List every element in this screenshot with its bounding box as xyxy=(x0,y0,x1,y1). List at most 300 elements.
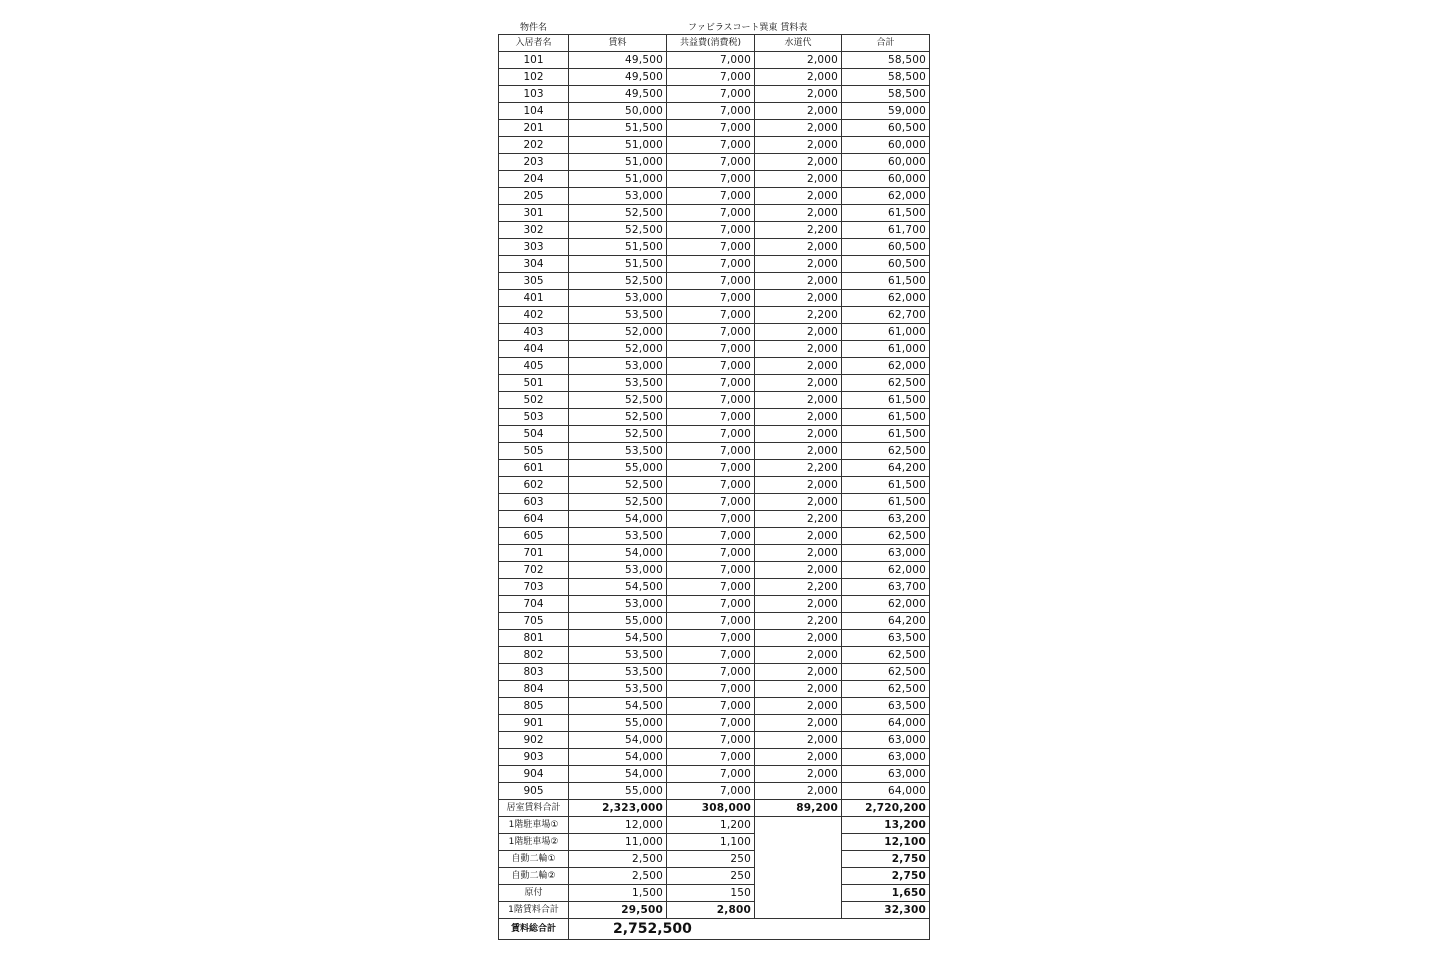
unit-rent: 53,000 xyxy=(569,596,667,613)
unit-common-fee: 7,000 xyxy=(667,749,755,766)
unit-common-fee: 7,000 xyxy=(667,596,755,613)
unit-number: 801 xyxy=(499,630,569,647)
unit-number: 505 xyxy=(499,443,569,460)
extra-name: 1階駐車場② xyxy=(499,834,569,851)
unit-water: 2,000 xyxy=(755,358,842,375)
table-row xyxy=(499,562,930,579)
unit-rent: 52,500 xyxy=(569,477,667,494)
extra-name: 自動二輪① xyxy=(499,851,569,868)
unit-number: 601 xyxy=(499,460,569,477)
unit-water: 2,000 xyxy=(755,52,842,69)
unit-number: 403 xyxy=(499,324,569,341)
unit-water: 2,000 xyxy=(755,528,842,545)
unit-water: 2,000 xyxy=(755,171,842,188)
unit-total: 61,500 xyxy=(842,205,930,222)
table-row xyxy=(499,409,930,426)
table-row xyxy=(499,698,930,715)
unit-total: 62,000 xyxy=(842,290,930,307)
unit-number: 305 xyxy=(499,273,569,290)
unit-rent: 53,000 xyxy=(569,358,667,375)
col-header-water: 水道代 xyxy=(755,35,842,52)
unit-rent: 54,500 xyxy=(569,579,667,596)
unit-rent: 54,000 xyxy=(569,732,667,749)
table-row xyxy=(499,715,930,732)
unit-total: 61,500 xyxy=(842,477,930,494)
unit-common-fee: 7,000 xyxy=(667,664,755,681)
unit-common-fee: 7,000 xyxy=(667,222,755,239)
extra-water-blank xyxy=(755,885,842,902)
unit-water: 2,000 xyxy=(755,732,842,749)
unit-common-fee: 7,000 xyxy=(667,443,755,460)
unit-total: 61,500 xyxy=(842,494,930,511)
extra-total: 12,100 xyxy=(842,834,930,851)
unit-common-fee: 7,000 xyxy=(667,511,755,528)
unit-common-fee: 7,000 xyxy=(667,256,755,273)
unit-rent: 51,500 xyxy=(569,120,667,137)
unit-water: 2,000 xyxy=(755,783,842,800)
unit-water: 2,000 xyxy=(755,120,842,137)
unit-number: 401 xyxy=(499,290,569,307)
unit-rent: 53,500 xyxy=(569,681,667,698)
unit-total: 60,500 xyxy=(842,239,930,256)
extra-name: 原付 xyxy=(499,885,569,902)
unit-common-fee: 7,000 xyxy=(667,154,755,171)
table-row xyxy=(499,681,930,698)
col-header-tenant: 入居者名 xyxy=(499,35,569,52)
unit-rent: 52,000 xyxy=(569,341,667,358)
table-row xyxy=(499,239,930,256)
table-row xyxy=(499,273,930,290)
unit-rent: 53,000 xyxy=(569,562,667,579)
unit-rent: 52,500 xyxy=(569,273,667,290)
unit-number: 704 xyxy=(499,596,569,613)
unit-rent: 52,000 xyxy=(569,324,667,341)
unit-rent: 54,000 xyxy=(569,511,667,528)
unit-water: 2,200 xyxy=(755,307,842,324)
extra-rent: 1,500 xyxy=(569,885,667,902)
unit-water: 2,000 xyxy=(755,324,842,341)
unit-total: 62,000 xyxy=(842,596,930,613)
unit-total: 61,000 xyxy=(842,324,930,341)
unit-water: 2,000 xyxy=(755,103,842,120)
unit-common-fee: 7,000 xyxy=(667,681,755,698)
unit-rent: 53,500 xyxy=(569,528,667,545)
extra-total: 1,650 xyxy=(842,885,930,902)
unit-number: 901 xyxy=(499,715,569,732)
unit-total: 60,000 xyxy=(842,137,930,154)
footer-rows xyxy=(499,902,930,940)
unit-common-fee: 7,000 xyxy=(667,307,755,324)
unit-water: 2,000 xyxy=(755,137,842,154)
unit-common-fee: 7,000 xyxy=(667,86,755,103)
unit-common-fee: 7,000 xyxy=(667,545,755,562)
unit-number: 501 xyxy=(499,375,569,392)
unit-number: 902 xyxy=(499,732,569,749)
unit-common-fee: 7,000 xyxy=(667,783,755,800)
unit-total: 58,500 xyxy=(842,52,930,69)
unit-total: 63,500 xyxy=(842,630,930,647)
unit-number: 301 xyxy=(499,205,569,222)
unit-water: 2,000 xyxy=(755,256,842,273)
unit-number: 502 xyxy=(499,392,569,409)
unit-water: 2,000 xyxy=(755,409,842,426)
unit-rent: 55,000 xyxy=(569,783,667,800)
unit-total: 60,000 xyxy=(842,171,930,188)
unit-number: 101 xyxy=(499,52,569,69)
unit-number: 302 xyxy=(499,222,569,239)
unit-water: 2,000 xyxy=(755,647,842,664)
table-row xyxy=(499,528,930,545)
unit-number: 402 xyxy=(499,307,569,324)
unit-common-fee: 7,000 xyxy=(667,392,755,409)
unit-total: 62,000 xyxy=(842,358,930,375)
grand-total-row xyxy=(499,919,930,940)
room-total-rent: 2,323,000 xyxy=(569,800,667,817)
unit-number: 803 xyxy=(499,664,569,681)
unit-common-fee: 7,000 xyxy=(667,120,755,137)
extra-common-fee: 150 xyxy=(667,885,755,902)
unit-total: 61,500 xyxy=(842,426,930,443)
unit-total: 63,000 xyxy=(842,732,930,749)
unit-water: 2,000 xyxy=(755,69,842,86)
unit-common-fee: 7,000 xyxy=(667,698,755,715)
unit-number: 303 xyxy=(499,239,569,256)
unit-common-fee: 7,000 xyxy=(667,324,755,341)
unit-rent: 54,000 xyxy=(569,766,667,783)
table-row xyxy=(499,205,930,222)
unit-common-fee: 7,000 xyxy=(667,766,755,783)
unit-total: 63,500 xyxy=(842,698,930,715)
unit-common-fee: 7,000 xyxy=(667,613,755,630)
unit-number: 204 xyxy=(499,171,569,188)
unit-total: 60,000 xyxy=(842,154,930,171)
unit-number: 703 xyxy=(499,579,569,596)
unit-total: 61,500 xyxy=(842,273,930,290)
unit-common-fee: 7,000 xyxy=(667,171,755,188)
unit-number: 404 xyxy=(499,341,569,358)
unit-water: 2,000 xyxy=(755,596,842,613)
unit-common-fee: 7,000 xyxy=(667,528,755,545)
unit-number: 205 xyxy=(499,188,569,205)
unit-total: 59,000 xyxy=(842,103,930,120)
unit-water: 2,000 xyxy=(755,426,842,443)
extra-rent: 11,000 xyxy=(569,834,667,851)
unit-rent: 52,500 xyxy=(569,222,667,239)
unit-water: 2,000 xyxy=(755,664,842,681)
unit-number: 203 xyxy=(499,154,569,171)
unit-rent: 50,000 xyxy=(569,103,667,120)
unit-water: 2,000 xyxy=(755,562,842,579)
unit-common-fee: 7,000 xyxy=(667,494,755,511)
unit-rent: 51,500 xyxy=(569,256,667,273)
unit-rent: 51,000 xyxy=(569,137,667,154)
unit-water: 2,000 xyxy=(755,86,842,103)
extra-rows xyxy=(499,817,930,902)
unit-number: 804 xyxy=(499,681,569,698)
unit-common-fee: 7,000 xyxy=(667,375,755,392)
extra-rent: 2,500 xyxy=(569,851,667,868)
property-label: 物件名 xyxy=(520,23,548,33)
unit-water: 2,000 xyxy=(755,766,842,783)
unit-rows xyxy=(499,52,930,800)
unit-common-fee: 7,000 xyxy=(667,409,755,426)
unit-common-fee: 7,000 xyxy=(667,103,755,120)
unit-water: 2,000 xyxy=(755,375,842,392)
unit-common-fee: 7,000 xyxy=(667,358,755,375)
unit-total: 62,500 xyxy=(842,443,930,460)
table-row xyxy=(499,766,930,783)
extra-row xyxy=(499,834,930,851)
unit-common-fee: 7,000 xyxy=(667,239,755,256)
unit-water: 2,200 xyxy=(755,222,842,239)
unit-total: 62,500 xyxy=(842,375,930,392)
floor1-total-rent: 29,500 xyxy=(569,902,667,919)
unit-water: 2,000 xyxy=(755,205,842,222)
unit-number: 104 xyxy=(499,103,569,120)
unit-total: 64,200 xyxy=(842,613,930,630)
table-row xyxy=(499,783,930,800)
extra-name: 1階駐車場① xyxy=(499,817,569,834)
unit-number: 805 xyxy=(499,698,569,715)
unit-common-fee: 7,000 xyxy=(667,290,755,307)
extra-row xyxy=(499,817,930,834)
extra-total: 2,750 xyxy=(842,851,930,868)
col-header-rent: 賃料 xyxy=(569,35,667,52)
unit-common-fee: 7,000 xyxy=(667,341,755,358)
unit-total: 63,000 xyxy=(842,545,930,562)
unit-total: 64,200 xyxy=(842,460,930,477)
unit-number: 605 xyxy=(499,528,569,545)
unit-common-fee: 7,000 xyxy=(667,205,755,222)
unit-number: 603 xyxy=(499,494,569,511)
unit-number: 802 xyxy=(499,647,569,664)
extra-common-fee: 250 xyxy=(667,851,755,868)
unit-rent: 52,500 xyxy=(569,205,667,222)
table-row xyxy=(499,511,930,528)
table-row xyxy=(499,290,930,307)
unit-number: 504 xyxy=(499,426,569,443)
unit-water: 2,000 xyxy=(755,154,842,171)
room-total-sum: 2,720,200 xyxy=(842,800,930,817)
unit-common-fee: 7,000 xyxy=(667,562,755,579)
unit-rent: 52,500 xyxy=(569,426,667,443)
unit-rent: 52,500 xyxy=(569,409,667,426)
unit-rent: 53,500 xyxy=(569,307,667,324)
table-row xyxy=(499,324,930,341)
unit-water: 2,000 xyxy=(755,715,842,732)
floor1-total-label: 1階賃料合計 xyxy=(499,902,569,919)
unit-rent: 53,500 xyxy=(569,647,667,664)
unit-common-fee: 7,000 xyxy=(667,477,755,494)
extra-rent: 2,500 xyxy=(569,868,667,885)
unit-rent: 55,000 xyxy=(569,613,667,630)
extra-rent: 12,000 xyxy=(569,817,667,834)
table-row xyxy=(499,732,930,749)
unit-rent: 53,500 xyxy=(569,375,667,392)
unit-total: 60,500 xyxy=(842,120,930,137)
unit-common-fee: 7,000 xyxy=(667,426,755,443)
unit-total: 64,000 xyxy=(842,715,930,732)
floor1-total-common: 2,800 xyxy=(667,902,755,919)
table-row xyxy=(499,256,930,273)
unit-number: 702 xyxy=(499,562,569,579)
unit-number: 701 xyxy=(499,545,569,562)
extra-water-blank xyxy=(755,851,842,868)
unit-common-fee: 7,000 xyxy=(667,715,755,732)
extra-common-fee: 1,200 xyxy=(667,817,755,834)
extra-row xyxy=(499,868,930,885)
unit-rent: 53,500 xyxy=(569,664,667,681)
unit-total: 64,000 xyxy=(842,783,930,800)
unit-number: 705 xyxy=(499,613,569,630)
unit-total: 62,700 xyxy=(842,307,930,324)
col-header-common-fee: 共益費(消費税) xyxy=(667,35,755,52)
table-row xyxy=(499,426,930,443)
unit-common-fee: 7,000 xyxy=(667,579,755,596)
table-row xyxy=(499,358,930,375)
extra-total: 13,200 xyxy=(842,817,930,834)
unit-total: 58,500 xyxy=(842,69,930,86)
unit-number: 503 xyxy=(499,409,569,426)
unit-number: 602 xyxy=(499,477,569,494)
unit-rent: 51,000 xyxy=(569,171,667,188)
unit-water: 2,000 xyxy=(755,392,842,409)
unit-water: 2,200 xyxy=(755,613,842,630)
room-total-label: 居室賃料合計 xyxy=(499,800,569,817)
unit-number: 903 xyxy=(499,749,569,766)
sheet-header xyxy=(498,18,930,32)
extra-water-blank xyxy=(755,817,842,834)
unit-total: 61,700 xyxy=(842,222,930,239)
table-row xyxy=(499,120,930,137)
grand-total-value: 2,752,500 xyxy=(569,919,930,940)
unit-number: 604 xyxy=(499,511,569,528)
unit-total: 63,000 xyxy=(842,766,930,783)
floor1-total-row xyxy=(499,902,930,919)
unit-rent: 54,000 xyxy=(569,545,667,562)
unit-number: 201 xyxy=(499,120,569,137)
table-row xyxy=(499,647,930,664)
unit-total: 61,500 xyxy=(842,392,930,409)
table-header-row xyxy=(499,35,930,52)
unit-common-fee: 7,000 xyxy=(667,188,755,205)
floor1-total-water-blank xyxy=(755,902,842,919)
extra-common-fee: 250 xyxy=(667,868,755,885)
unit-common-fee: 7,000 xyxy=(667,69,755,86)
rent-table xyxy=(498,34,930,940)
table-row xyxy=(499,579,930,596)
unit-rent: 53,000 xyxy=(569,188,667,205)
unit-rent: 55,000 xyxy=(569,715,667,732)
table-row xyxy=(499,188,930,205)
unit-common-fee: 7,000 xyxy=(667,460,755,477)
unit-rent: 49,500 xyxy=(569,52,667,69)
unit-rent: 52,500 xyxy=(569,494,667,511)
unit-water: 2,000 xyxy=(755,273,842,290)
unit-water: 2,000 xyxy=(755,188,842,205)
summary-rows xyxy=(499,800,930,817)
unit-total: 63,700 xyxy=(842,579,930,596)
extra-total: 2,750 xyxy=(842,868,930,885)
table-row xyxy=(499,477,930,494)
unit-water: 2,200 xyxy=(755,460,842,477)
table-row xyxy=(499,494,930,511)
extra-water-blank xyxy=(755,868,842,885)
extra-row xyxy=(499,851,930,868)
unit-total: 60,500 xyxy=(842,256,930,273)
room-total-row xyxy=(499,800,930,817)
unit-total: 62,500 xyxy=(842,664,930,681)
unit-total: 62,500 xyxy=(842,647,930,664)
unit-total: 61,000 xyxy=(842,341,930,358)
unit-common-fee: 7,000 xyxy=(667,137,755,154)
table-row xyxy=(499,86,930,103)
table-row xyxy=(499,630,930,647)
col-header-total: 合計 xyxy=(842,35,930,52)
unit-common-fee: 7,000 xyxy=(667,647,755,664)
grand-total-label: 賃料総合計 xyxy=(499,919,569,940)
table-row xyxy=(499,69,930,86)
table-row xyxy=(499,443,930,460)
unit-water: 2,200 xyxy=(755,511,842,528)
unit-rent: 55,000 xyxy=(569,460,667,477)
unit-water: 2,000 xyxy=(755,443,842,460)
unit-rent: 54,000 xyxy=(569,749,667,766)
table-row xyxy=(499,596,930,613)
unit-total: 63,000 xyxy=(842,749,930,766)
extra-water-blank xyxy=(755,834,842,851)
unit-rent: 54,500 xyxy=(569,698,667,715)
unit-rent: 53,500 xyxy=(569,443,667,460)
table-row xyxy=(499,749,930,766)
unit-rent: 53,000 xyxy=(569,290,667,307)
extra-name: 自動二輪② xyxy=(499,868,569,885)
unit-rent: 49,500 xyxy=(569,86,667,103)
unit-common-fee: 7,000 xyxy=(667,630,755,647)
unit-number: 202 xyxy=(499,137,569,154)
unit-common-fee: 7,000 xyxy=(667,52,755,69)
unit-water: 2,000 xyxy=(755,749,842,766)
unit-total: 61,500 xyxy=(842,409,930,426)
unit-common-fee: 7,000 xyxy=(667,732,755,749)
table-row xyxy=(499,664,930,681)
unit-rent: 52,500 xyxy=(569,392,667,409)
table-row xyxy=(499,307,930,324)
unit-water: 2,000 xyxy=(755,341,842,358)
table-row xyxy=(499,613,930,630)
table-row xyxy=(499,392,930,409)
unit-water: 2,000 xyxy=(755,698,842,715)
table-row xyxy=(499,460,930,477)
table-row xyxy=(499,341,930,358)
unit-total: 62,500 xyxy=(842,681,930,698)
unit-total: 62,500 xyxy=(842,528,930,545)
extra-common-fee: 1,100 xyxy=(667,834,755,851)
unit-water: 2,200 xyxy=(755,579,842,596)
room-total-water: 89,200 xyxy=(755,800,842,817)
table-row xyxy=(499,154,930,171)
room-total-common: 308,000 xyxy=(667,800,755,817)
extra-row xyxy=(499,885,930,902)
unit-number: 904 xyxy=(499,766,569,783)
unit-rent: 51,500 xyxy=(569,239,667,256)
unit-water: 2,000 xyxy=(755,630,842,647)
unit-water: 2,000 xyxy=(755,290,842,307)
sheet-title: ファビラスコート巽東 賃料表 xyxy=(688,23,808,33)
unit-water: 2,000 xyxy=(755,545,842,562)
unit-number: 405 xyxy=(499,358,569,375)
unit-number: 103 xyxy=(499,86,569,103)
